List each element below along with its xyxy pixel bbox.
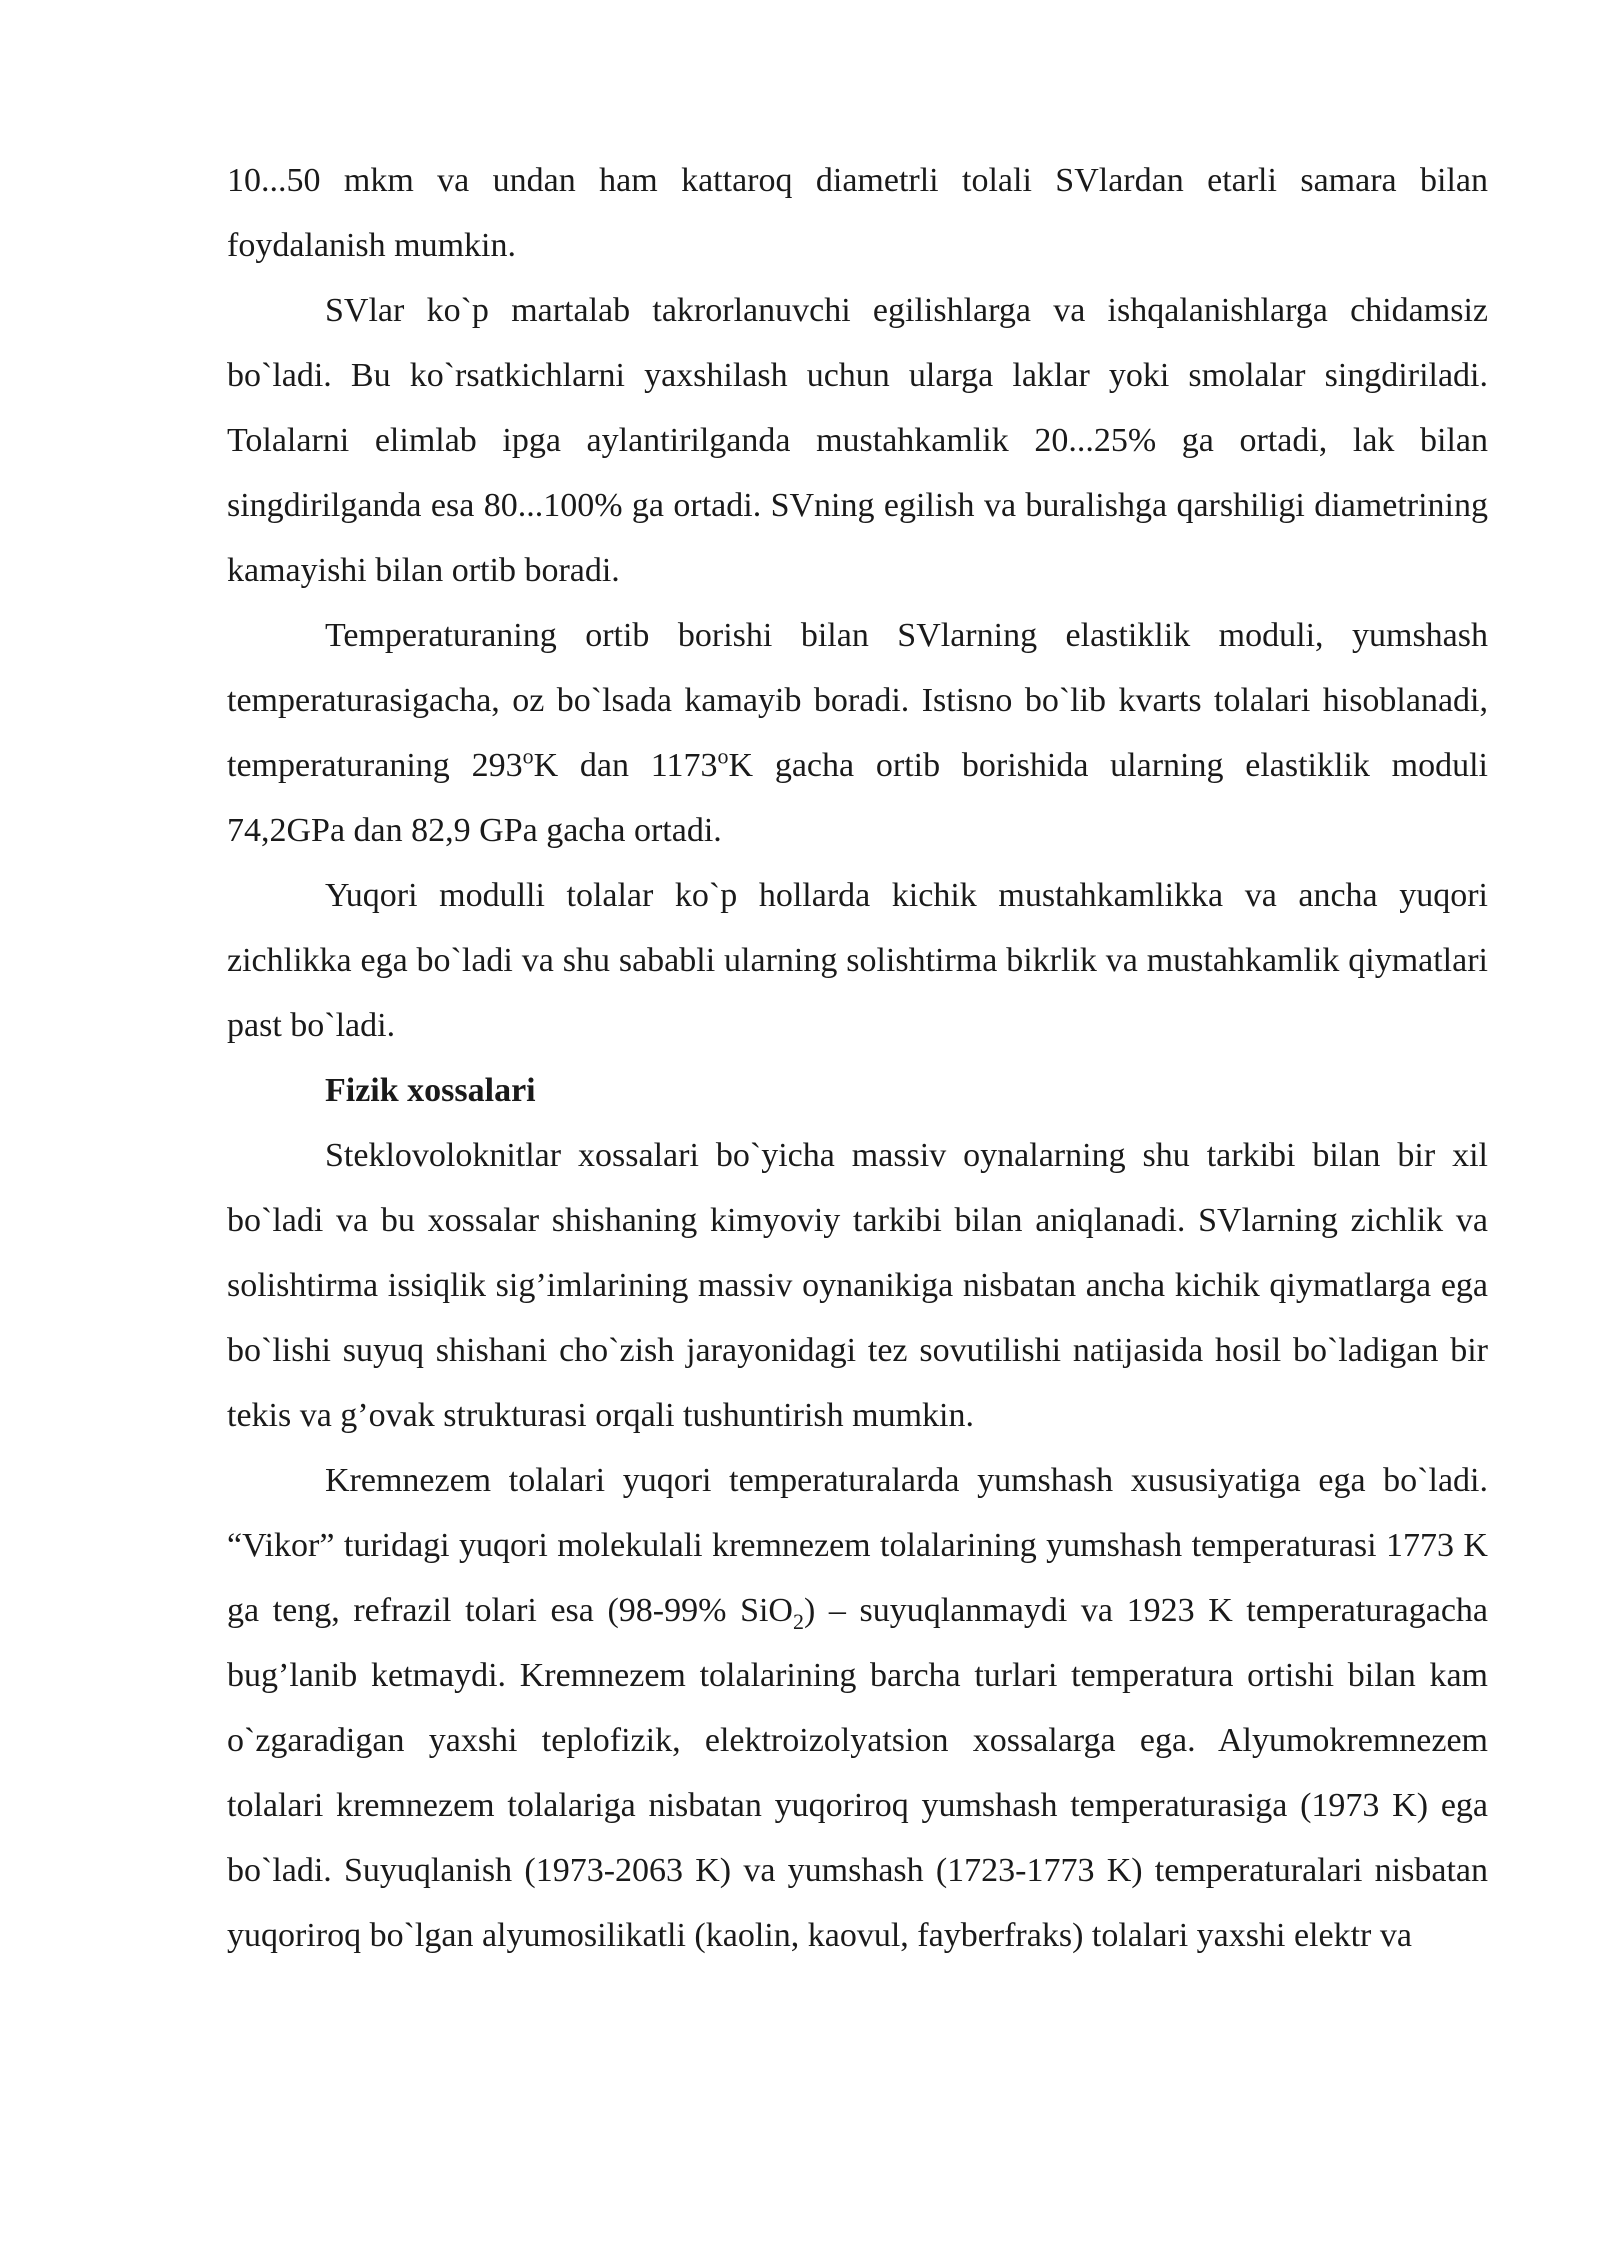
- paragraph-3-text-b: K dan 1173: [533, 747, 718, 784]
- subscript-2: 2: [792, 1608, 804, 1634]
- degree-superscript-1: o: [522, 743, 534, 769]
- section-heading: Fizik xossalari: [325, 1072, 536, 1109]
- paragraph-6-text-a: Kremnezem tolalari yuqori temperaturalarda yumshash xususiyatiga ega bo`ladi. “Vikor” turidagi yuqori molekulali kremnezem tolalarining yumshash temperaturasi 1773 K ga teng, refrazil tolari esa (98-99% SiO: [227, 1462, 1488, 1629]
- paragraph-6: [227, 1448, 1488, 1968]
- paragraph-1: 10...50 mkm va undan ham kattaroq diametrli tolali SVlardan etarli samara bilan foydalanish mumkin.: [227, 162, 1488, 264]
- degree-superscript-2: o: [717, 743, 729, 769]
- paragraph-3-text-c: K gacha ortib borishida ularning elastiklik moduli 74,2GPa dan 82,9 GPa gacha ortadi.: [227, 747, 1489, 849]
- paragraph-5: Steklovoloknitlar xossalari bo`yicha massiv oynalarning shu tarkibi bilan bir xil bo`ladi va bu xossalar shishaning kimyoviy tarkibi bilan aniqlanadi. SVlarning zichlik va solishtirma issiqlik sig’imlarining massiv oynanikiga nisbatan ancha kichik qiymatlarga ega bo`lishi suyuq shishani cho`zish jarayonidagi tez sovutilishi natijasida hosil bo`ladigan bir tekis va g’ovak strukturasi orqali tushuntirish mumkin.: [227, 1137, 1488, 1434]
- paragraph-6-text-b: ) – suyuqlanmaydi va 1923 K temperaturagacha bug’lanib ketmaydi. Kremnezem tolalarining barcha turlari temperatura ortishi bilan kam o`zgaradigan yaxshi teplofizik, elektroizolyatsion xossalarga ega. Alyumokremnezem tolalari kremnezem tolalariga nisbatan yuqoriroq yumshash temperaturasiga (1973 K) ega bo`ladi. Suyuqlanish (1973-2063 K) va yumshash (1723-1773 K) temperaturalari nisbatan yuqoriroq bo`lgan alyumosilikatli (kaolin, kaovul, fayberfraks) tolalari yaxshi elektr va: [227, 1592, 1488, 1954]
- paragraph-2: SVlar ko`p martalab takrorlanuvchi egilishlarga va ishqalanishlarga chidamsiz bo`ladi. Bu ko`rsatkichlarni yaxshilash uchun ularga laklar yoki smolalar singdiriladi. Tolalarni elimlab ipga aylantirilganda mustahkamlik 20...25% ga ortadi, lak bilan singdirilganda esa 80...100% ga ortadi. SVning egilish va buralishga qarshiligi diametrining kamayishi bilan ortib boradi.: [227, 292, 1488, 589]
- paragraph-3: [227, 603, 1488, 863]
- document-body: [227, 148, 1488, 1968]
- paragraph-3-text-a: Temperaturaning ortib borishi bilan SVlarning elastiklik moduli, yumshash temperaturasigacha, oz bo`lsada kamayib boradi. Istisno bo`lib kvarts tolalari hisoblanadi, temperaturaning 293: [227, 617, 1488, 784]
- paragraph-4: Yuqori modulli tolalar ko`p hollarda kichik mustahkamlikka va ancha yuqori zichlikka ega bo`ladi va shu sababli ularning solishtirma bikrlik va mustahkamlik qiymatlari past bo`ladi.: [227, 877, 1488, 1044]
